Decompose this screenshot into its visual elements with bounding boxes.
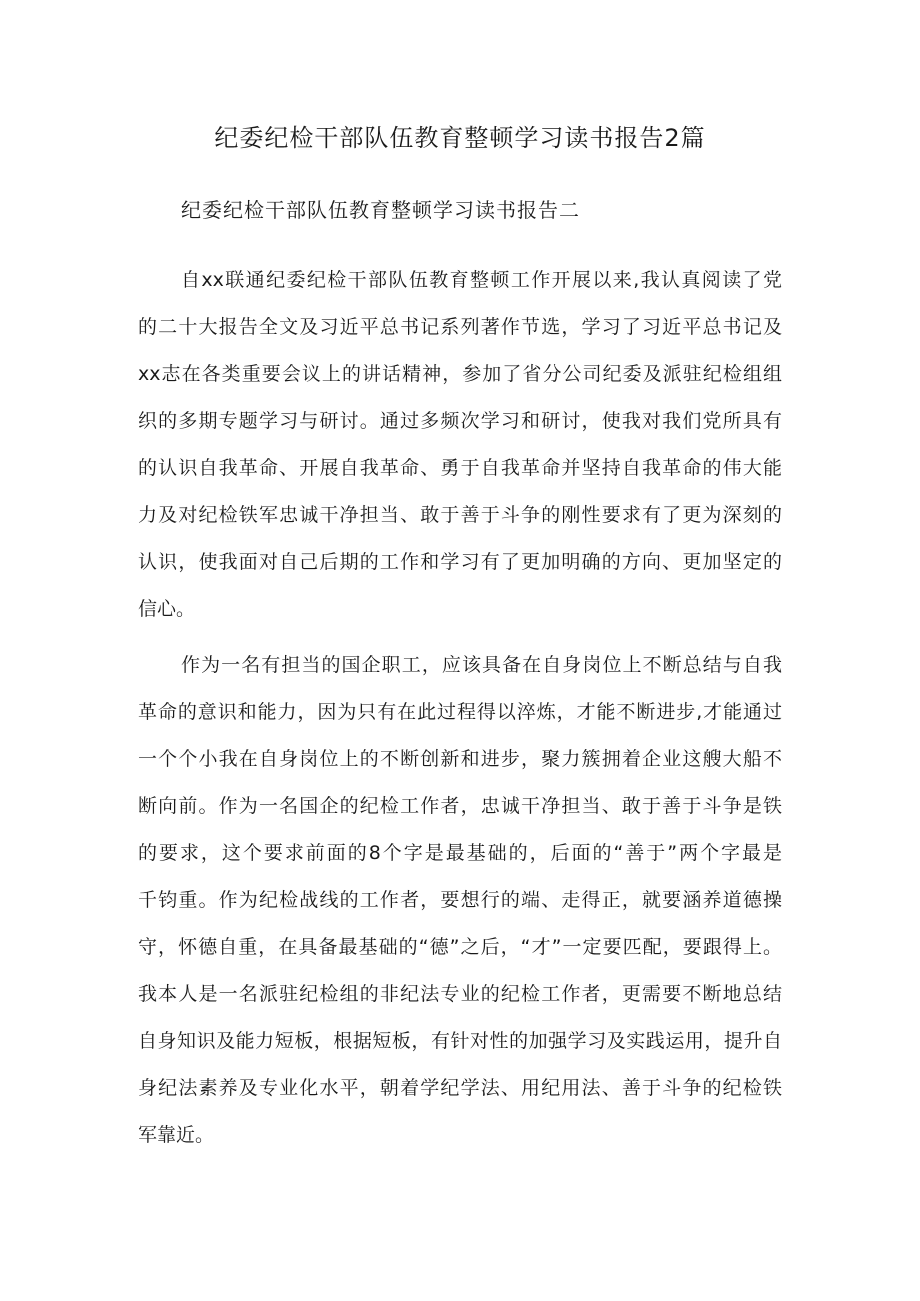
paragraph-line: 认识，使我面对自己后期的工作和学习有了更加明确的方向、更加坚定的 <box>138 551 782 573</box>
report-subtitle: 纪委纪检干部队伍教育整顿学习读书报告二 <box>181 198 580 222</box>
paragraph-line: 的二十大报告全文及习近平总书记系列著作节选，学习了习近平总书记及 <box>138 316 782 338</box>
paragraph-line: 信心。 <box>138 598 196 620</box>
paragraph-line: 织的多期专题学习与研讨。通过多频次学习和研讨，使我对我们党所具有 <box>138 410 782 432</box>
document-title: 纪委纪检干部队伍教育整顿学习读书报告2篇 <box>214 124 706 152</box>
paragraph-line: 革命的意识和能力，因为只有在此过程得以淬炼，才能不断进步,才能通过 <box>138 701 782 723</box>
paragraph-line: 千钧重。作为纪检战线的工作者，要想行的端、走得正，就要涵养道德操 <box>138 889 782 911</box>
paragraph-line: 力及对纪检铁军忠诚干净担当、敢于善于斗争的刚性要求有了更为深刻的 <box>138 504 782 526</box>
paragraph-line: 我本人是一名派驻纪检组的非纪法专业的纪检工作者，更需要不断地总结 <box>138 983 782 1005</box>
paragraph-line: 守，怀德自重，在具备最基础的“德”之后，“才”一定要匹配，要跟得上。 <box>138 936 782 958</box>
paragraph-line: 一个个小我在自身岗位上的不断创新和进步，聚力簇拥着企业这艘大船不 <box>138 748 782 770</box>
paragraph-2 <box>138 642 782 1159</box>
paragraph-line: 作为一名有担当的国企职工，应该具备在自身岗位上不断总结与自我 <box>181 654 782 676</box>
paragraph-line: 军靠近。 <box>138 1124 215 1146</box>
paragraph-line: xx志在各类重要会议上的讲话精神，参加了省分公司纪委及派驻纪检组组 <box>138 363 782 385</box>
paragraph-line: 的要求，这个要求前面的8个字是最基础的，后面的“善于”两个字最是 <box>138 842 782 864</box>
paragraph-line: 断向前。作为一名国企的纪检工作者，忠诚干净担当、敢于善于斗争是铁 <box>138 795 782 817</box>
paragraph-1 <box>138 257 782 633</box>
paragraph-line: 身纪法素养及专业化水平，朝着学纪学法、用纪用法、善于斗争的纪检铁 <box>138 1077 782 1099</box>
paragraph-line: 自xx联通纪委纪检干部队伍教育整顿工作开展以来,我认真阅读了党 <box>181 269 782 291</box>
paragraph-line: 的认识自我革命、开展自我革命、勇于自我革命并坚持自我革命的伟大能 <box>138 457 782 479</box>
paragraph-line: 自身知识及能力短板，根据短板，有针对性的加强学习及实践运用，提升自 <box>138 1030 782 1052</box>
